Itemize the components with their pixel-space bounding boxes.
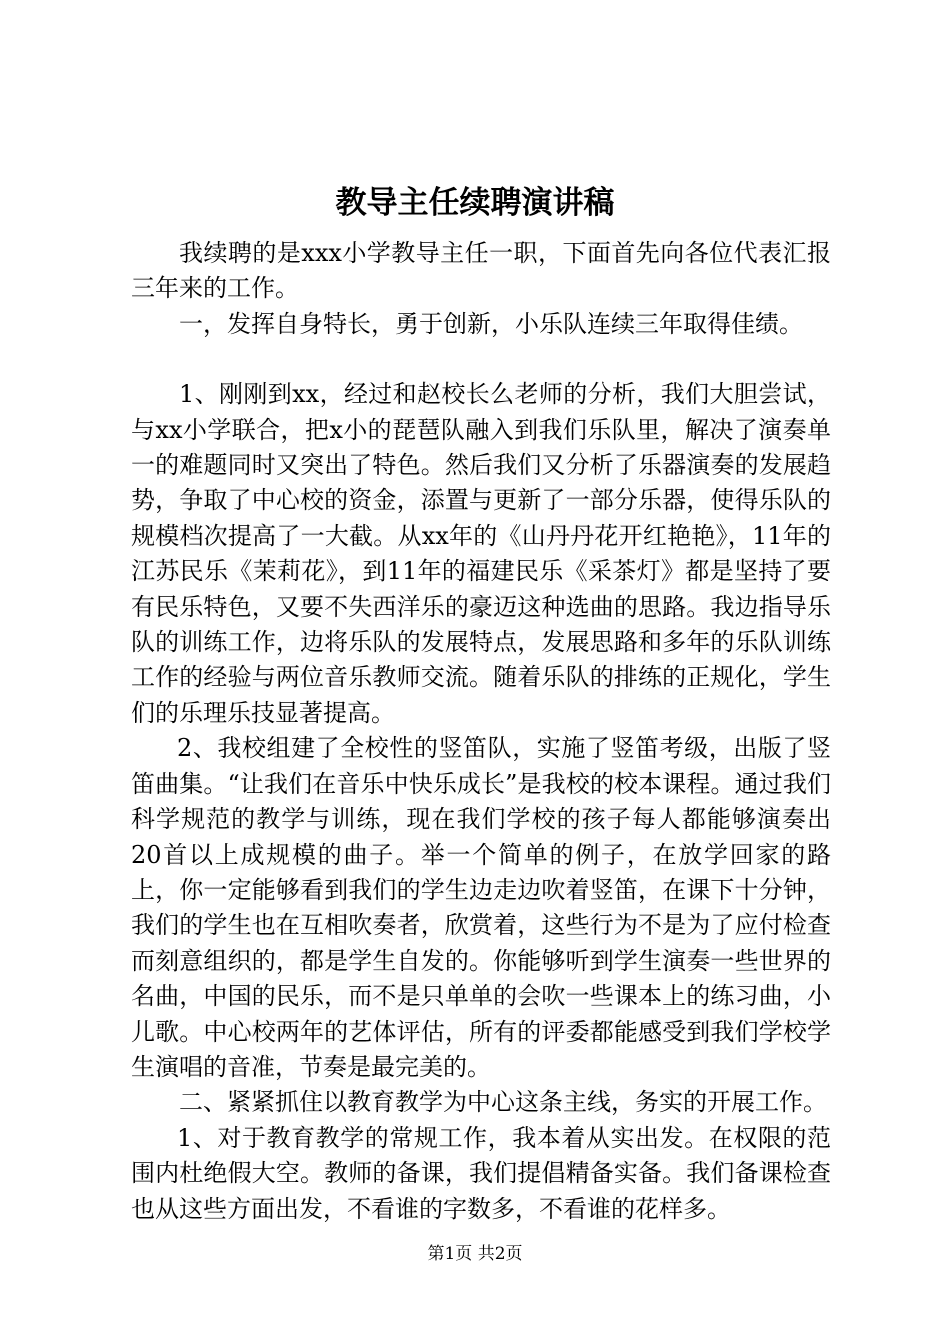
paragraph-item-1-routine: 1、对于教育教学的常规工作，我本着从实出发。在权限的范围内杜绝假大空。教师的备课，我们提倡精备实备。我们备课检查也从这些方面出发，不看谁的字数多，不看谁的花样多。 (131, 1123, 831, 1223)
paragraph-intro: 我续聘的是xxx小学教导主任一职，下面首先向各位代表汇报三年来的工作。 (131, 239, 831, 303)
paragraph-section-two-heading: 二、紧紧抓住以教育教学为中心这条主线，务实的开展工作。 (179, 1088, 827, 1117)
document-title: 教导主任续聘演讲稿 (335, 185, 615, 221)
paragraph-item-2-recorder: 2、我校组建了全校性的竖笛队，实施了竖笛考级，出版了竖笛曲集。“让我们在音乐中快乐成长”是我校的校本课程。通过我们科学规范的教学与训练，现在我们学校的孩子每人都能够演奏出20首以上成规模的曲子。举一个简单的例子，在放学回家的路上，你一定能够看到我们的学生边走边吹着竖笛，在课下十分钟，我们的学生也在互相吹奏者，欣赏着，这些行为不是为了应付检查而刻意组织的，都是学生自发的。你能够听到学生演奏一些世界的名曲，中国的民乐，而不是只单单的会吹一些课本上的练习曲，小儿歌。中心校两年的艺体评估，所有的评委都能感受到我们学校学生演唱的音准，节奏是最完美的。 (131, 734, 831, 1081)
page-footer: 第1页 共2页 (427, 1244, 523, 1264)
paragraph-section-one-heading: 一，发挥自身特长，勇于创新，小乐队连续三年取得佳绩。 (179, 309, 803, 338)
document-body (131, 236, 831, 1227)
paragraph-item-1-band: 1、刚刚到xx，经过和赵校长么老师的分析，我们大胆尝试，与xx小学联合，把x小的琵琶队融入到我们乐队里，解决了演奏单一的难题同时又突出了特色。然后我们又分析了乐器演奏的发展趋势，争取了中心校的资金，添置与更新了一部分乐器，使得乐队的规模档次提高了一大截。从xx年的《山丹丹花开红艳艳》，11年的江苏民乐《茉莉花》，到11年的福建民乐《采茶灯》都是坚持了要有民乐特色，又要不失西洋乐的豪迈这种选曲的思路。我边指导乐队的训练工作，边将乐队的发展特点，发展思路和多年的乐队训练工作的经验与两位音乐教师交流。随着乐队的排练的正规化，学生们的乐理乐技显著提高。 (131, 380, 831, 727)
